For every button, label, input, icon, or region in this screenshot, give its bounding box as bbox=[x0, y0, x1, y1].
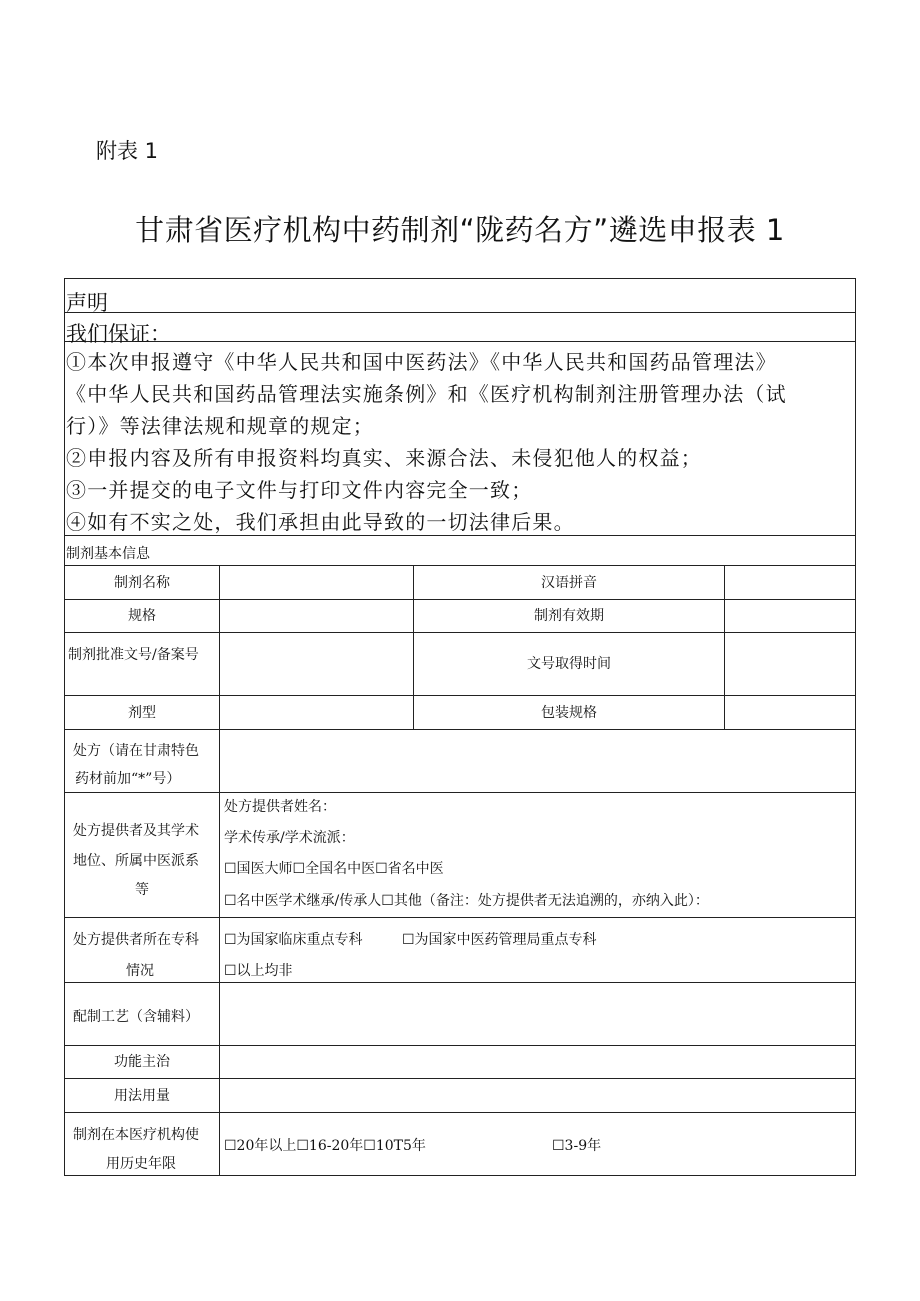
input-prescription[interactable] bbox=[220, 730, 855, 792]
label-approval-date: 文号取得时间 bbox=[527, 656, 611, 672]
label-validity: 制剂有效期 bbox=[534, 608, 604, 624]
input-approval-no[interactable] bbox=[220, 633, 413, 695]
history-option-3-9[interactable]: ☐3-9年 bbox=[552, 1138, 602, 1154]
label-provider-1: 处方提供者及其学术 bbox=[73, 823, 199, 839]
input-approval-date[interactable] bbox=[725, 633, 855, 695]
declaration-line: ①本次申报遵守《中华人民共和国中医药法》《中华人民共和国药品管理法》 bbox=[66, 350, 777, 374]
provider-lineage-line: 学术传承/学术流派： bbox=[224, 830, 355, 846]
input-package-spec[interactable] bbox=[725, 696, 855, 729]
label-dosage-form: 剂型 bbox=[128, 704, 156, 721]
provider-name-line: 处方提供者姓名： bbox=[224, 799, 336, 815]
declaration-heading: 声明 bbox=[66, 291, 108, 315]
declaration-line: 《中华人民共和国药品管理法实施条例》和《医疗机构制剂注册管理办法（试 bbox=[66, 382, 787, 406]
label-approval-no: 制剂批准文号/备案号 bbox=[68, 647, 199, 663]
label-prescription-2: 药材前加“*”号） bbox=[75, 771, 181, 787]
annex-label: 附表 1 bbox=[96, 139, 159, 163]
input-usage[interactable] bbox=[220, 1079, 855, 1112]
label-history-1: 制剂在本医疗机构使 bbox=[73, 1127, 199, 1143]
label-name: 制剂名称 bbox=[114, 574, 170, 591]
label-provider-3: 等 bbox=[135, 882, 149, 898]
provider-other-options[interactable]: ☐名中医学术继承/传承人☐其他（备注：处方提供者无法追溯的，亦纳入此）： bbox=[224, 893, 709, 909]
label-pinyin: 汉语拼音 bbox=[541, 574, 597, 591]
label-history-2: 用历史年限 bbox=[106, 1156, 176, 1172]
label-prescription-1: 处方（请在甘肃特色 bbox=[73, 743, 199, 759]
declaration-line: 行）》等法律法规和规章的规定； bbox=[66, 414, 374, 438]
specialty-option-clinical[interactable]: ☐为国家临床重点专科 bbox=[224, 932, 363, 948]
label-function: 功能主治 bbox=[114, 1054, 170, 1070]
declaration-pledge: 我们保证： bbox=[66, 322, 171, 346]
declaration-line: ③一并提交的电子文件与打印文件内容完全一致； bbox=[66, 478, 533, 502]
declaration-line: ④如有不实之处，我们承担由此导致的一切法律后果。 bbox=[66, 510, 575, 534]
specialty-option-tcm[interactable]: ☐为国家中医药管理局重点专科 bbox=[402, 932, 597, 948]
label-usage: 用法用量 bbox=[114, 1087, 170, 1104]
section-basic-info: 制剂基本信息 bbox=[66, 546, 150, 562]
input-spec[interactable] bbox=[220, 600, 413, 632]
history-options[interactable]: ☐20年以上☐16-20年☐10T5年 bbox=[224, 1138, 426, 1154]
label-specialty-2: 情况 bbox=[126, 963, 154, 979]
input-pinyin[interactable] bbox=[725, 566, 855, 599]
input-function[interactable] bbox=[220, 1046, 855, 1078]
input-validity[interactable] bbox=[725, 600, 855, 632]
provider-title-options[interactable]: ☐国医大师☐全国名中医☐省名中医 bbox=[224, 861, 444, 877]
input-name[interactable] bbox=[220, 566, 413, 599]
label-process: 配制工艺（含辅料） bbox=[73, 1009, 199, 1025]
specialty-option-none[interactable]: ☐以上均非 bbox=[224, 963, 293, 979]
input-dosage-form[interactable] bbox=[220, 696, 413, 729]
label-spec: 规格 bbox=[128, 608, 156, 624]
input-process[interactable] bbox=[220, 983, 855, 1045]
declaration-line: ②申报内容及所有申报资料均真实、来源合法、未侵犯他人的权益； bbox=[66, 446, 702, 470]
form-title: 甘肃省医疗机构中药制剂“陇药名方”遴选申报表 1 bbox=[135, 213, 785, 247]
label-provider-2: 地位、所属中医派系 bbox=[73, 853, 199, 869]
label-specialty-1: 处方提供者所在专科 bbox=[73, 932, 199, 948]
label-package-spec: 包装规格 bbox=[541, 704, 597, 721]
